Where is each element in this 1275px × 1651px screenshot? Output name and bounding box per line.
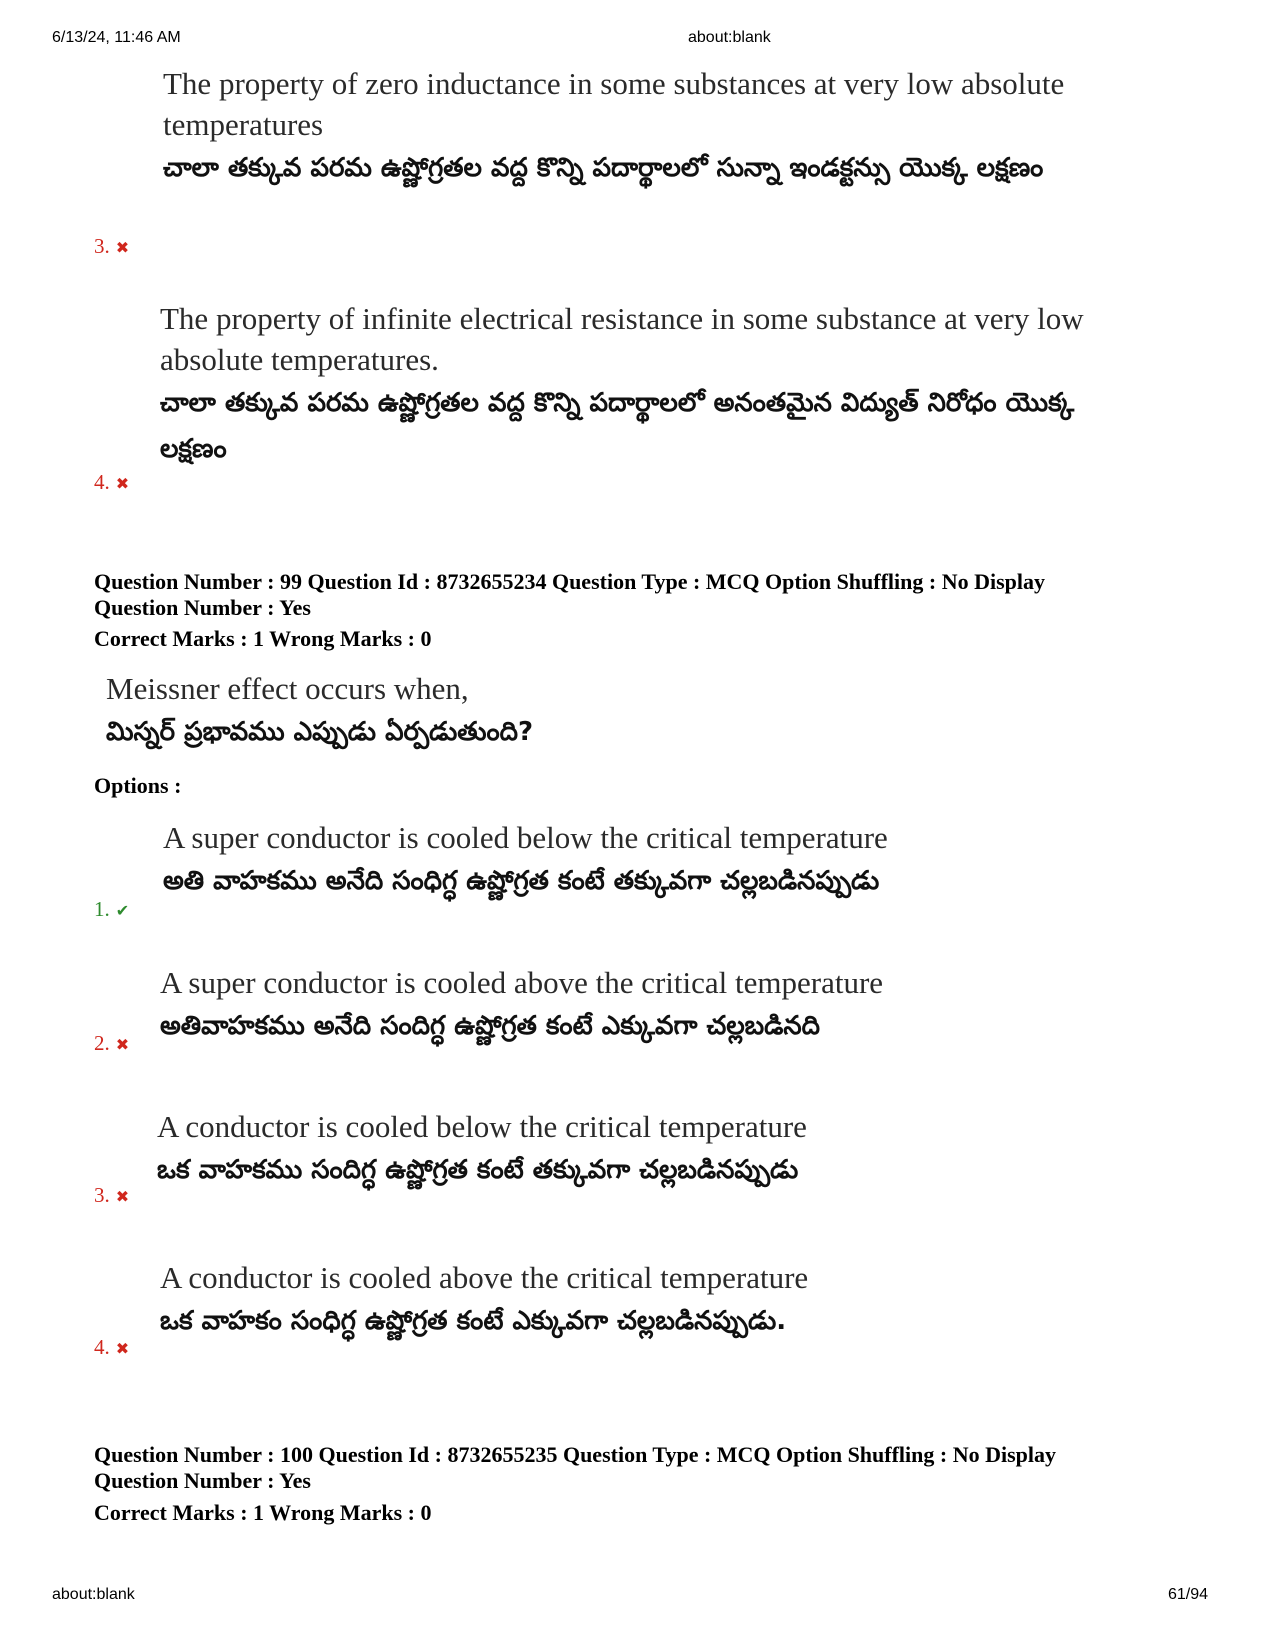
wrong-icon: ✖	[115, 1035, 130, 1054]
wrong-icon: ✖	[115, 238, 130, 257]
q99-question	[106, 668, 1006, 755]
wrong-icon: ✖	[115, 474, 130, 493]
q99-question-telugu: మిస్నర్ ప్రభావము ఎప్పుడు ఏర్పడుతుంది?	[106, 717, 534, 747]
q99-options-label: Options :	[94, 773, 182, 798]
q99-marks: Correct Marks : 1 Wrong Marks : 0	[94, 626, 432, 651]
prev-option-4-number-label: 4.	[94, 470, 110, 494]
wrong-icon: ✖	[115, 1187, 130, 1206]
q99-option-4-number	[94, 1335, 129, 1360]
q99-option-3-content	[157, 1106, 1097, 1193]
q99-option-4-content	[160, 1257, 1100, 1344]
check-icon: ✔	[115, 901, 130, 920]
q99-option-2-content	[160, 962, 1100, 1049]
print-footer-url: about:blank	[52, 1586, 135, 1603]
q99-option-4-english: A conductor is cooled above the critical temperature	[160, 1260, 809, 1295]
prev-option-4-telugu: చాలా తక్కువ పరమ ఉష్ణోగ్రతల వద్ద కొన్ని పదార్థాలలో అనంతమైన విద్యుత్ నిరోధం యొక్క లక్షణం	[160, 388, 1075, 464]
prev-option-3-telugu: చాలా తక్కువ పరమ ఉష్ణోగ్రతల వద్ద కొన్ని పదార్థాలలో సున్నా ఇండక్టన్సు యొక్క లక్షణం	[163, 153, 1044, 183]
q99-question-english: Meissner effect occurs when,	[106, 671, 469, 706]
prev-option-3-number-label: 3.	[94, 234, 110, 258]
q99-option-2-number-label: 2.	[94, 1031, 110, 1055]
q100-meta-line2: Question Number : Yes	[94, 1468, 311, 1493]
q99-meta-line2: Question Number : Yes	[94, 595, 311, 620]
q99-option-4-number-label: 4.	[94, 1335, 110, 1359]
q99-option-1-english: A super conductor is cooled below the critical temperature	[163, 820, 888, 855]
q99-option-3-number	[94, 1183, 129, 1208]
q99-option-4-telugu: ఒక వాహకం సంధిగ్ధ ఉష్ణోగ్రత కంటే ఎక్కువగా చల్లబడినప్పుడు.	[160, 1306, 787, 1336]
prev-option-3-number	[94, 234, 129, 259]
q99-option-3-number-label: 3.	[94, 1183, 110, 1207]
q100-marks: Correct Marks : 1 Wrong Marks : 0	[94, 1500, 432, 1525]
q99-meta-line1: Question Number : 99 Question Id : 8732655234 Question Type : MCQ Option Shuffling : No Display	[94, 569, 1046, 594]
prev-option-4-number	[94, 470, 129, 495]
q99-option-2-english: A super conductor is cooled above the critical temperature	[160, 965, 884, 1000]
prev-option-4-english: The property of infinite electrical resistance in some substance at very low absolute temperatures.	[160, 301, 1084, 377]
q99-option-1-number-label: 1.	[94, 897, 110, 921]
q100-meta-line1: Question Number : 100 Question Id : 8732655235 Question Type : MCQ Option Shuffling : No Display	[94, 1442, 1057, 1467]
wrong-icon: ✖	[115, 1339, 130, 1358]
print-datetime: 6/13/24, 11:46 AM	[52, 29, 181, 46]
prev-option-3-english: The property of zero inductance in some substances at very low absolute temperatures	[163, 66, 1065, 142]
print-page-number: 61/94	[1168, 1586, 1209, 1603]
q99-option-3-telugu: ఒక వాహకము సందిగ్ధ ఉష్ణోగ్రత కంటే తక్కువగా చల్లబడినప్పుడు	[157, 1155, 799, 1185]
q99-option-2-number	[94, 1031, 129, 1056]
q99-option-1-number	[94, 897, 129, 922]
prev-option-4-content	[160, 298, 1100, 472]
print-title: about:blank	[688, 29, 771, 46]
prev-option-3-content	[163, 63, 1103, 191]
q99-option-2-telugu: అతివాహకము అనేది సందిగ్ధ ఉష్ణోగ్రత కంటే ఎక్కువగా చల్లబడినది	[160, 1011, 820, 1041]
q99-option-1-content	[163, 817, 1103, 904]
q99-option-3-english: A conductor is cooled below the critical temperature	[157, 1109, 807, 1144]
q99-option-1-telugu: అతి వాహకము అనేది సంధిగ్ధ ఉష్ణోగ్రత కంటే తక్కువగా చల్లబడినప్పుడు	[163, 866, 880, 896]
